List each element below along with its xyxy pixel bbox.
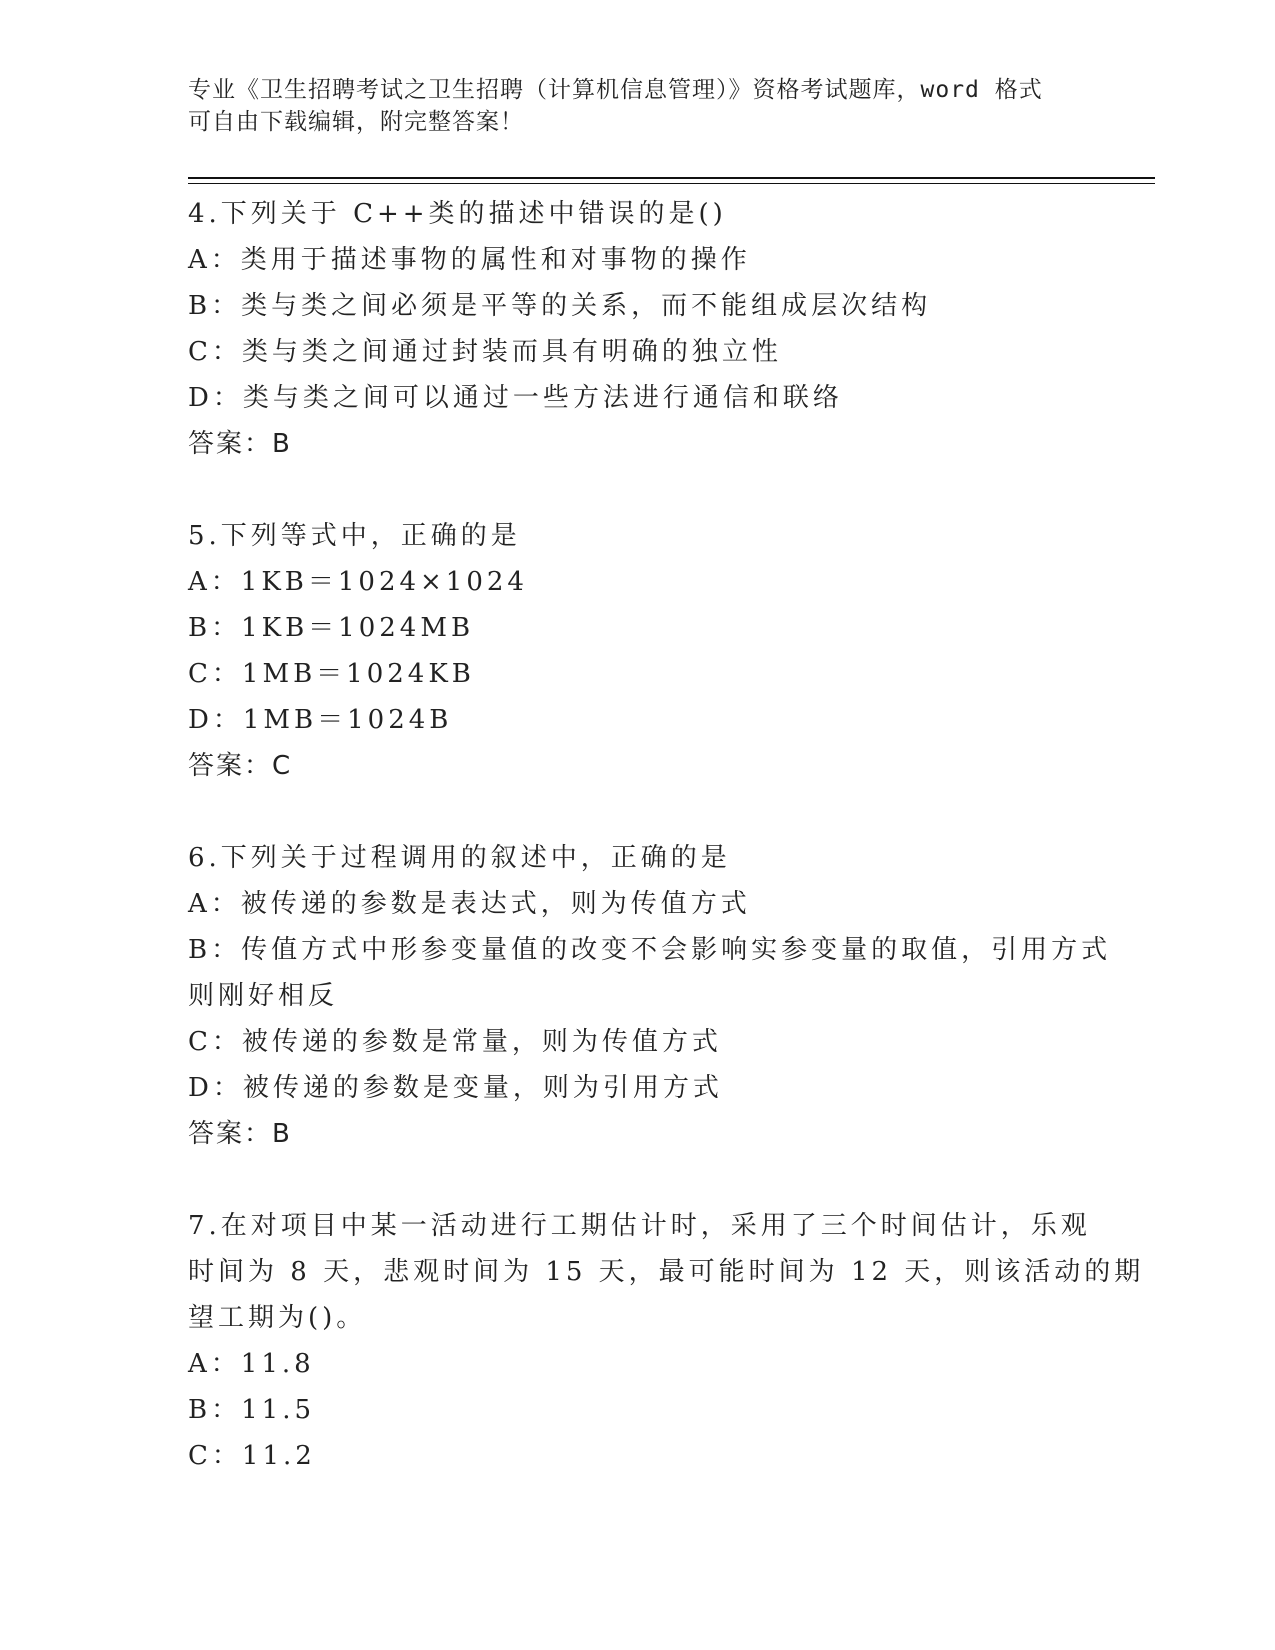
question-stem-line-2: 时间为 8 天，悲观时间为 15 天，最可能时间为 12 天，则该活动的期 — [188, 1257, 1145, 1287]
option-key: D： — [188, 705, 243, 735]
document-header — [188, 74, 1088, 138]
option-b — [188, 1387, 1088, 1433]
option-text: 1MB＝1024B — [242, 705, 453, 735]
option-d — [188, 375, 1088, 421]
option-key: C： — [188, 1027, 242, 1057]
option-text: 类与类之间必须是平等的关系，而不能组成层次结构 — [241, 291, 932, 321]
option-text: 被传递的参数是表达式，则为传值方式 — [240, 889, 751, 919]
header-line-2: 可自由下载编辑，附完整答案！ — [188, 109, 524, 135]
option-text: 类与类之间可以通过一些方法进行通信和联络 — [242, 383, 843, 413]
option-key: C： — [188, 337, 242, 367]
question-stem: 4.下列关于 C++类的描述中错误的是() — [188, 199, 727, 229]
option-b-continuation: 则刚好相反 — [188, 981, 339, 1011]
option-key: D： — [188, 1073, 243, 1103]
option-text: 1KB＝1024×1024 — [240, 567, 528, 597]
option-c — [188, 1433, 1088, 1479]
option-b — [188, 927, 1112, 973]
option-key: B： — [188, 613, 242, 643]
option-text: 被传递的参数是常量，则为传值方式 — [241, 1027, 722, 1057]
header-line-1: 专业《卫生招聘考试之卫生招聘（计算机信息管理）》资格考试题库，word 格式 — [188, 77, 1043, 103]
header-rule-thick — [188, 177, 1155, 179]
option-text: 1MB＝1024KB — [241, 659, 475, 689]
question-stem: 5.下列等式中，正确的是 — [188, 521, 521, 551]
option-key: D： — [188, 383, 243, 413]
option-b — [188, 283, 1088, 329]
option-key: B： — [188, 291, 242, 321]
question-5 — [188, 513, 1088, 789]
answer-line: 答案：B — [188, 429, 292, 459]
option-a — [188, 559, 1088, 605]
option-c — [188, 1019, 1088, 1065]
answer-line: 答案：B — [188, 1119, 292, 1149]
option-key: A： — [188, 1349, 241, 1379]
option-a — [188, 881, 1088, 927]
option-text: 11.5 — [241, 1395, 315, 1425]
question-7 — [188, 1203, 1145, 1479]
option-key: A： — [188, 889, 241, 919]
option-a — [188, 1341, 1088, 1387]
question-stem-line-1: 7.在对项目中某一活动进行工期估计时，采用了三个时间估计，乐观 — [188, 1211, 1091, 1241]
option-text: 11.2 — [241, 1441, 316, 1471]
option-c — [188, 329, 1088, 375]
option-text: 被传递的参数是变量，则为引用方式 — [242, 1073, 723, 1103]
question-list — [188, 191, 1145, 1479]
option-text: 类与类之间通过封装而具有明确的独立性 — [241, 337, 782, 367]
option-key: C： — [188, 659, 242, 689]
option-c — [188, 651, 1088, 697]
option-key: A： — [188, 245, 241, 275]
option-text: 传值方式中形参变量值的改变不会影响实参变量的取值，引用方式 — [241, 935, 1112, 965]
option-d — [188, 1065, 1088, 1111]
question-4 — [188, 191, 1088, 467]
option-key: C： — [188, 1441, 242, 1471]
question-stem: 6.下列关于过程调用的叙述中，正确的是 — [188, 843, 731, 873]
answer-line: 答案：C — [188, 751, 293, 781]
option-text: 类用于描述事物的属性和对事物的操作 — [240, 245, 751, 275]
option-key: B： — [188, 935, 242, 965]
question-stem-line-3: 望工期为()。 — [188, 1303, 367, 1333]
option-d — [188, 697, 1088, 743]
option-key: B： — [188, 1395, 242, 1425]
header-rule-thin — [188, 183, 1155, 184]
question-6 — [188, 835, 1112, 1157]
option-text: 1KB＝1024MB — [241, 613, 475, 643]
option-a — [188, 237, 1088, 283]
option-key: A： — [188, 567, 241, 597]
option-b — [188, 605, 1088, 651]
option-text: 11.8 — [240, 1349, 315, 1379]
